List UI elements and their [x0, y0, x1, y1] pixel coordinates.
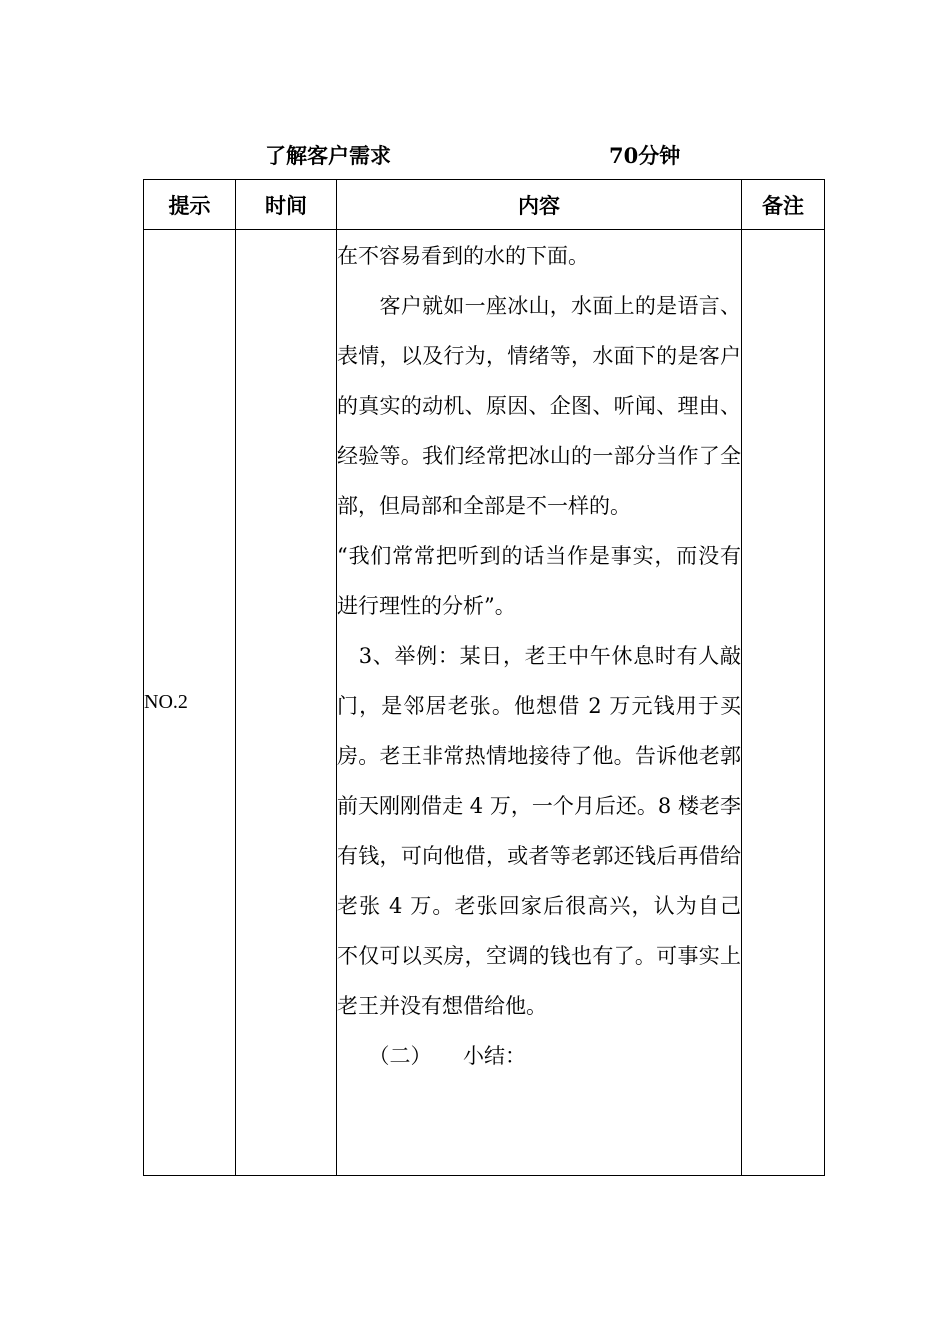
- column-header-content: 内容: [337, 180, 742, 230]
- section-duration: 70分钟: [609, 143, 681, 168]
- notes-cell: [742, 230, 825, 1176]
- content-paragraph: （二） 小结：: [337, 1044, 526, 1068]
- content-paragraph: “我们常常把听到的话当作是事实，而没有进行理性的分析”。: [337, 544, 741, 618]
- hint-cell: NO.2: [144, 230, 236, 1176]
- lesson-table: [143, 179, 825, 1176]
- section-title: 了解客户需求: [265, 143, 391, 168]
- content-paragraph: 在不容易看到的水的下面。: [337, 244, 589, 268]
- content-paragraph: 3、举例：某日，老王中午休息时有人敲门，是邻居老张。他想借 2 万元钱用于买房。老王非常热情地接待了他。告诉他老郭前天刚刚借走 4 万，一个月后还。8 楼老李有钱，可向他借，或者等老郭还钱后再借给老张 4 万。老张回家后很高兴，认为自己不仅可以买房，空调的钱也有了。可事实上老王并没有想借给他。: [337, 644, 741, 1018]
- column-header-hint: 提示: [144, 180, 236, 230]
- column-header-time: 时间: [236, 180, 337, 230]
- table-header-row: [144, 180, 825, 230]
- content-cell: [337, 230, 742, 1176]
- page-header: [0, 140, 950, 170]
- table-row: [144, 230, 825, 1176]
- content-paragraph: 客户就如一座冰山，水面上的是语言、表情，以及行为，情绪等，水面下的是客户的真实的动机、原因、企图、听闻、理由、经验等。我们经常把冰山的一部分当作了全部，但局部和全部是不一样的。: [337, 294, 741, 518]
- column-header-notes: 备注: [742, 180, 825, 230]
- time-cell: [236, 230, 337, 1176]
